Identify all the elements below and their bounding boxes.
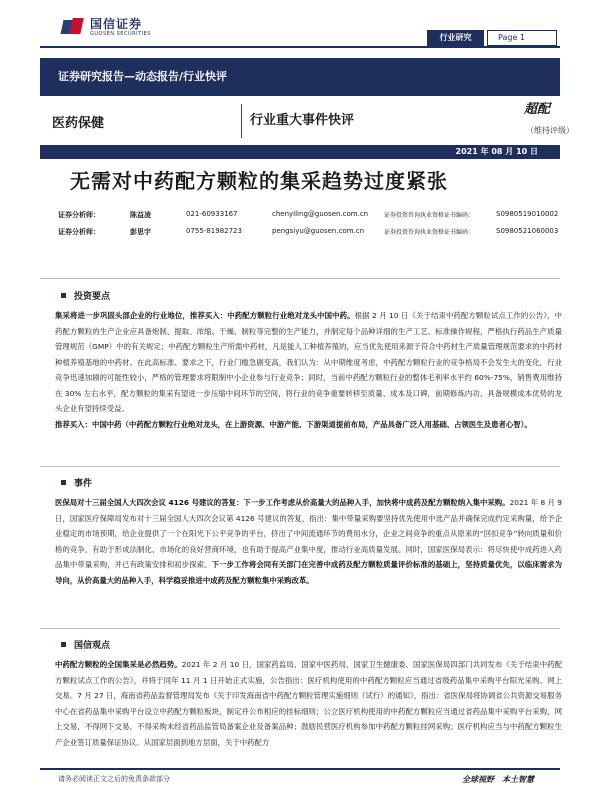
analyst-label: 证券分析师： — [58, 228, 100, 236]
logo-mark-icon — [62, 16, 84, 38]
paragraph — [55, 657, 562, 750]
analyst-phone: 0755-81982723 — [186, 227, 242, 235]
paragraph — [55, 417, 562, 433]
paragraph-bold: 中国中药（中药配方颗粒行业绝对龙头，在上游资源、中游产能、下游渠道提前布局，产品具备广泛人用基础、占领医生及患者心智）。 — [91, 419, 532, 429]
section-view — [55, 638, 562, 750]
section-heading — [55, 289, 562, 302]
report-type: 行业重大事件快评 — [250, 113, 355, 128]
paragraph — [55, 495, 562, 588]
footer-rule — [40, 768, 560, 770]
section-investment-points — [55, 289, 562, 432]
paragraph-bold: 集采将进一步巩固头部企业的行业地位，推荐买入：中药配方颗粒行业绝对龙头中国中药。 — [55, 311, 355, 320]
disclaimer-note: 请务必阅读正文之后的免责条款部分 — [58, 775, 170, 783]
paragraph-bold: 医保局对十三届全国人大四次会议 4126 号建议的答复：下一步工作考虑从价高量大的品种入手，加快将中成药及配方颗粒纳入集中采购。 — [55, 498, 510, 507]
analyst-row — [58, 227, 100, 237]
paragraph-text: 根据 2 月 10 日《关于结束中药配方颗粒试点工作的公告》，中药配方颗粒的生产企业应具备炮制、提取、浓缩、干燥、制粒等完整的生产能力，并制定每个品种详细的生产工艺、标准操作规程，严格执行药品生产质量管理规范（GMP）中的有关规定；中药配方颗粒生产所需中药材，凡是能人工种植养殖的，应当优先使用来源于符合中药材生产质量管理规范要求的中药材种植养殖基地的中药材。在此高标准、要求之下，行业门槛急剧变高，我们认为：从中期维度考虑，中药配方颗粒行业的竞争格局不会发生大的变化，行业竞争迅速加剧的可能性较小，严格的管理要求将限制中小企业参与行业竞争；同时，当前中药配方颗粒行业的整体毛利率水平约 60%-75%，销售费用维持在 30% 左右水平，配方颗粒的集采有望进一步压缩中间环节的空间，将行业的竞争重要转移至质量、成本及口碑，前期修炼内功、具备规模成本优势的龙头企业有望持续受益。 — [55, 311, 562, 413]
analyst-cert: S0980521060003 — [496, 227, 559, 235]
page-number: Page 1 — [487, 30, 557, 46]
analyst-label: 证券分析师： — [58, 211, 100, 219]
paragraph-text: 2021 年 8 月 9 日，国家医疗保障局发布对十三届全国人大四次会议第 4126 号建议的答复，指出：集中带量采购要坚持优先使用中选产品并确保完成约定采购量，给予企业稳定的市场预期，给企业提供了一个在阳光下公平竞争的平台，挤出了中间流通环节的费用水分，企业之间竞争的重点从原来的“回扣竞争”转向质量和价格的竞争，有助于形成法制化、市场化的良好营商环境，也有助于提高产业集中度，推动行业高质量发展。同时，国家医保局表示：将尽快使中成药进入药品集中带量采购，并已有政策安排和初步探索。 — [55, 498, 562, 569]
rating-note: （维持评级） — [526, 126, 574, 135]
bullet-square-icon — [61, 293, 66, 298]
analyst-row — [58, 210, 100, 220]
analyst-phone: 021-60933167 — [186, 210, 238, 218]
section-divider — [40, 628, 560, 629]
logo-name: 国信证券 — [90, 16, 143, 31]
banner-text: 证券研究报告—动态报告/行业快评 — [58, 70, 228, 83]
paragraph-text: 2021 年 2 月 10 日，国家药监局、国家中医药局、国家卫生健康委、国家医保局四部门共同发布《关于结束中药配方颗粒试点工作的公告》，并将于同年 11 月 1 日开始正式实施，公告指出：医疗机构使用的中药配方颗粒应当通过省级药品集中采购平台阳光采购、网上交易。7 月 27 日，海南省药品监督管理局发布《关于印发海南省中药配方颗粒管理实施细则（试行）的通知》，指出：省医保局将协调省公共资源交易服务中心在省药品集中采购平台设立中药配方颗粒板块，制定并公布相应的挂标细则；公立医疗机构使用的中药配方颗粒应当通过省药品集中采购平台采购，网上交易，不得网下交易，不得采购未经省药品监管局备案企业及备案品种；鼓励民营医疗机构参加中药配方颗粒挂网采购；医疗机构应当与中药配方颗粒生产企业签订质量保证协议。从国家层面到地方层面，关于中药配方 — [55, 660, 562, 747]
footer-slogan: 全球视野 本土智慧 — [462, 775, 534, 784]
paragraph-bold: 中药配方颗粒的全国集采是必然趋势。 — [55, 660, 182, 669]
analyst-cert-label: 证券投资咨询执业资格证书编码： — [384, 229, 475, 236]
section-divider — [40, 466, 560, 467]
paragraph — [55, 308, 562, 417]
logo-english: GUOSEN SECURITIES — [90, 30, 151, 37]
section-event — [55, 476, 562, 588]
header-rule — [40, 46, 560, 48]
section-heading-text: 投资要点 — [74, 292, 111, 302]
page-title: 无需对中药配方颗粒的集采趋势过度紧张 — [70, 169, 448, 193]
section-divider — [40, 278, 560, 279]
header-divider — [241, 104, 242, 138]
analyst-name: 陈益凌 — [130, 211, 151, 219]
paragraph-label: 推荐买入： — [55, 419, 92, 429]
analyst-email: pengsiyu@guosen.com.cn — [272, 227, 365, 235]
analyst-name: 彭思宇 — [130, 228, 151, 236]
paragraph-bold: 下一步工作将会同有关部门在完善中成药及配方颗粒质量评价标准的基础上，坚持质量优先，以临床需求为导向，从价高量大的品种入手，科学稳妥推进中成药及配方颗粒集中采购改革。 — [55, 560, 562, 585]
rating: 超配 — [524, 102, 551, 117]
analyst-cert: S0980519010002 — [496, 210, 559, 218]
section-heading — [55, 476, 562, 489]
analyst-cert-label: 证券投资咨询执业资格证书编码： — [384, 212, 475, 219]
analyst-email: chenyiling@guosen.com.cn — [272, 210, 369, 218]
section-heading-text: 国信观点 — [74, 641, 111, 651]
section-heading — [55, 638, 562, 651]
bullet-square-icon — [61, 642, 66, 647]
bullet-square-icon — [61, 480, 66, 485]
sector-name: 医药保健 — [52, 116, 105, 131]
company-logo — [62, 14, 151, 40]
report-category-tag: 行业研究 — [427, 30, 484, 46]
section-heading-text: 事件 — [74, 479, 93, 489]
report-date: 2021 年 08 月 10 日 — [40, 145, 560, 159]
